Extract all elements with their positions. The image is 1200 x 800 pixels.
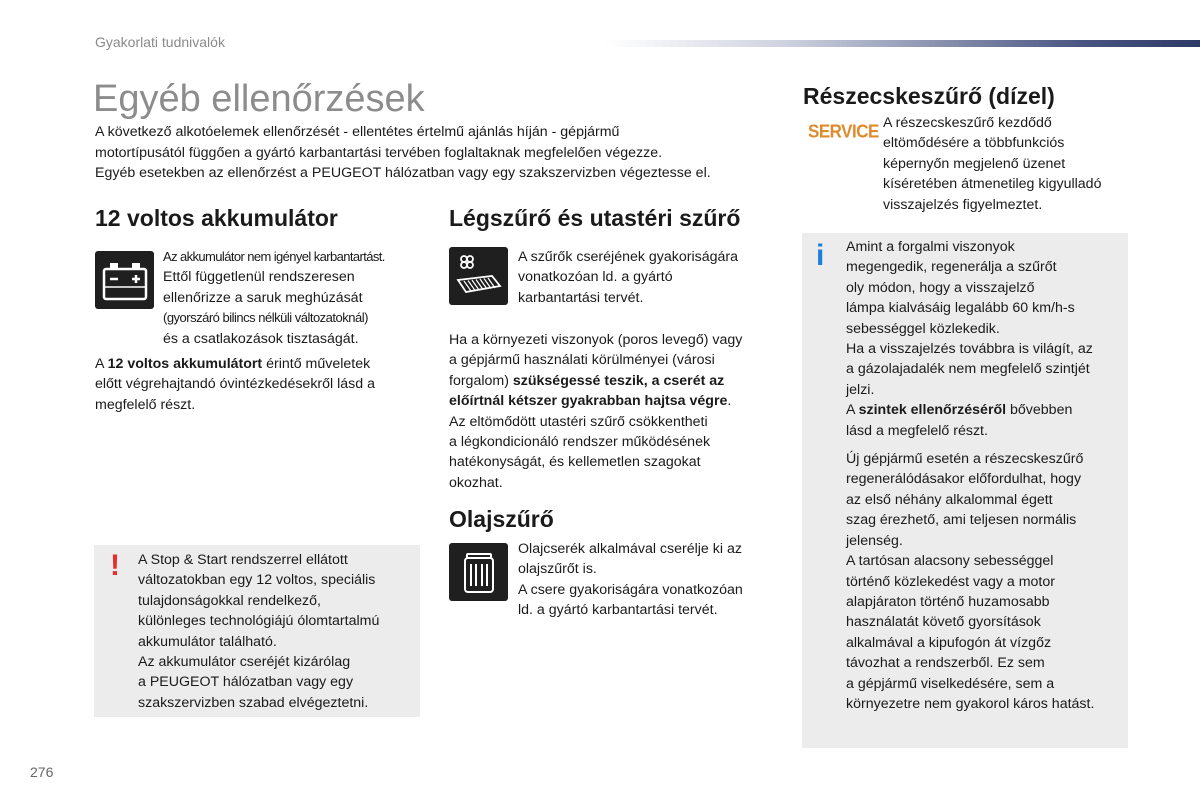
particle-filter-title: Részecskeszűrő (dízel)	[803, 83, 1055, 109]
running-header: Gyakorlati tudnivalók	[95, 34, 225, 50]
battery-note	[163, 247, 428, 349]
battery-note-line: ellenőrizze a saruk meghúzását	[163, 289, 363, 306]
filters-paragraph: Ha a környezeti viszonyok (poros levegő) vagy a gépjármű használati körülményei (városi forgalom) szükségessé teszik, a cserét az előírtnál kétszer gyakrabban hajtsa végre. Az eltömődött utastéri szűrő csökkentheti a légkondicionáló rendszer működésének hatékonyságát, és kellemetlen szagokat okozhat.	[449, 332, 743, 491]
battery-warning-box	[94, 545, 420, 717]
battery-reference: A 12 voltos akkumulátort érintő műveletek előtt végrehajtandó óvintézkedésekről lásd a megfelelő részt.	[95, 356, 375, 413]
battery-warning-text: A Stop & Start rendszerrel ellátott változatokban egy 12 voltos, speciális tulajdonságokkal rendelkező, különleges technológiájú ólomtartalmú akkumulátor található. Az akkumulátor cseréjét kizárólag a PEUGEOT hálózatban vagy egy szakszervizben szabad elvégeztetni.	[138, 552, 380, 711]
particle-info-text: Amint a forgalmi viszonyok megengedik, regenerálja a szűrőt oly módon, hogy a visszajelző lámpa kialvásáig legalább 60 km/h-s sebességgel közlekedik. Ha a visszajelzés továbbra is világít, az a gázolajadalék nem megfelelő szintjét jelzi. A szintek ellenőrzéséről bővebben lásd a megfelelő részt. Új gépjármű esetén a részecskeszűrő regenerálódásakor előfordulhat, hogy az első néhány alkalommal égett szag érezhető, ami teljesen normális jelenség. A tartósan alacsony sebességgel történő közlekedést vagy a motor alapjáraton történő huzamosabb használatát követő gyorsítások alkalmával a kipufogón át vízgőz távozhat a rendszerből. Ez sem a gépjármű viselkedésére, sem a környezetre nem gyakorol káros hatást.	[846, 239, 1095, 712]
intro-paragraph	[95, 122, 785, 184]
oil-filter-title: Olajszűrő	[449, 506, 554, 532]
service-label: SERVICE	[808, 121, 879, 142]
particle-info-reference-bold: szintek ellenőrzéséről	[858, 402, 1007, 419]
filters-note: A szűrők cseréjének gyakoriságára vonatkozóan ld. a gyártó karbantartási tervét.	[518, 249, 739, 306]
particle-info-box	[802, 233, 1128, 748]
page-title: Egyéb ellenőrzések	[93, 78, 425, 120]
battery-note-line: Ettől függetlenül rendszeresen	[163, 269, 355, 286]
filters-title: Légszűrő és utastéri szűrő	[449, 205, 741, 231]
oil-filter-text: Olajcserék alkalmával cserélje ki az olajszűrőt is. A csere gyakoriságára vonatkozóan ld. a gyártó karbantartási tervét.	[518, 541, 743, 619]
intro-line: motortípusától függően a gyártó karbantartási tervében foglaltaknak megfelelően végezze.	[95, 144, 663, 161]
battery-reference-bold: 12 voltos akkumulátort	[107, 356, 263, 372]
oil-filter-icon	[449, 543, 508, 601]
info-icon: i	[816, 239, 825, 272]
service-text: A részecskeszűrő kezdődő eltömődésére a többfunkciós képernyőn megjelenő üzenet kíséretében átmenetileg kigyulladó visszajelzés figyelmeztet.	[883, 115, 1102, 213]
exclamation-icon: !	[110, 549, 120, 582]
intro-line: A következő alkotóelemek ellenőrzését - ellentétes értelmű ajánlás híján - gépjármű	[95, 124, 620, 140]
battery-note-line: és a csatlakozások tisztaságát.	[163, 330, 359, 347]
battery-title: 12 voltos akkumulátor	[95, 205, 338, 231]
battery-icon	[95, 251, 154, 309]
intro-line: Egyéb esetekben az ellenőrzést a PEUGEOT hálózatban vagy egy szakszervizben végeztesse el.	[95, 165, 711, 181]
service-warning-icon	[808, 122, 879, 142]
header-rule	[605, 40, 1200, 47]
battery-note-line: Az akkumulátor nem igényel karbantartást.	[163, 249, 385, 264]
page-number: 276	[30, 764, 54, 780]
air-filter-icon	[449, 247, 508, 305]
battery-note-line: (gyorszáró bilincs nélküli változatoknál)	[163, 310, 368, 326]
